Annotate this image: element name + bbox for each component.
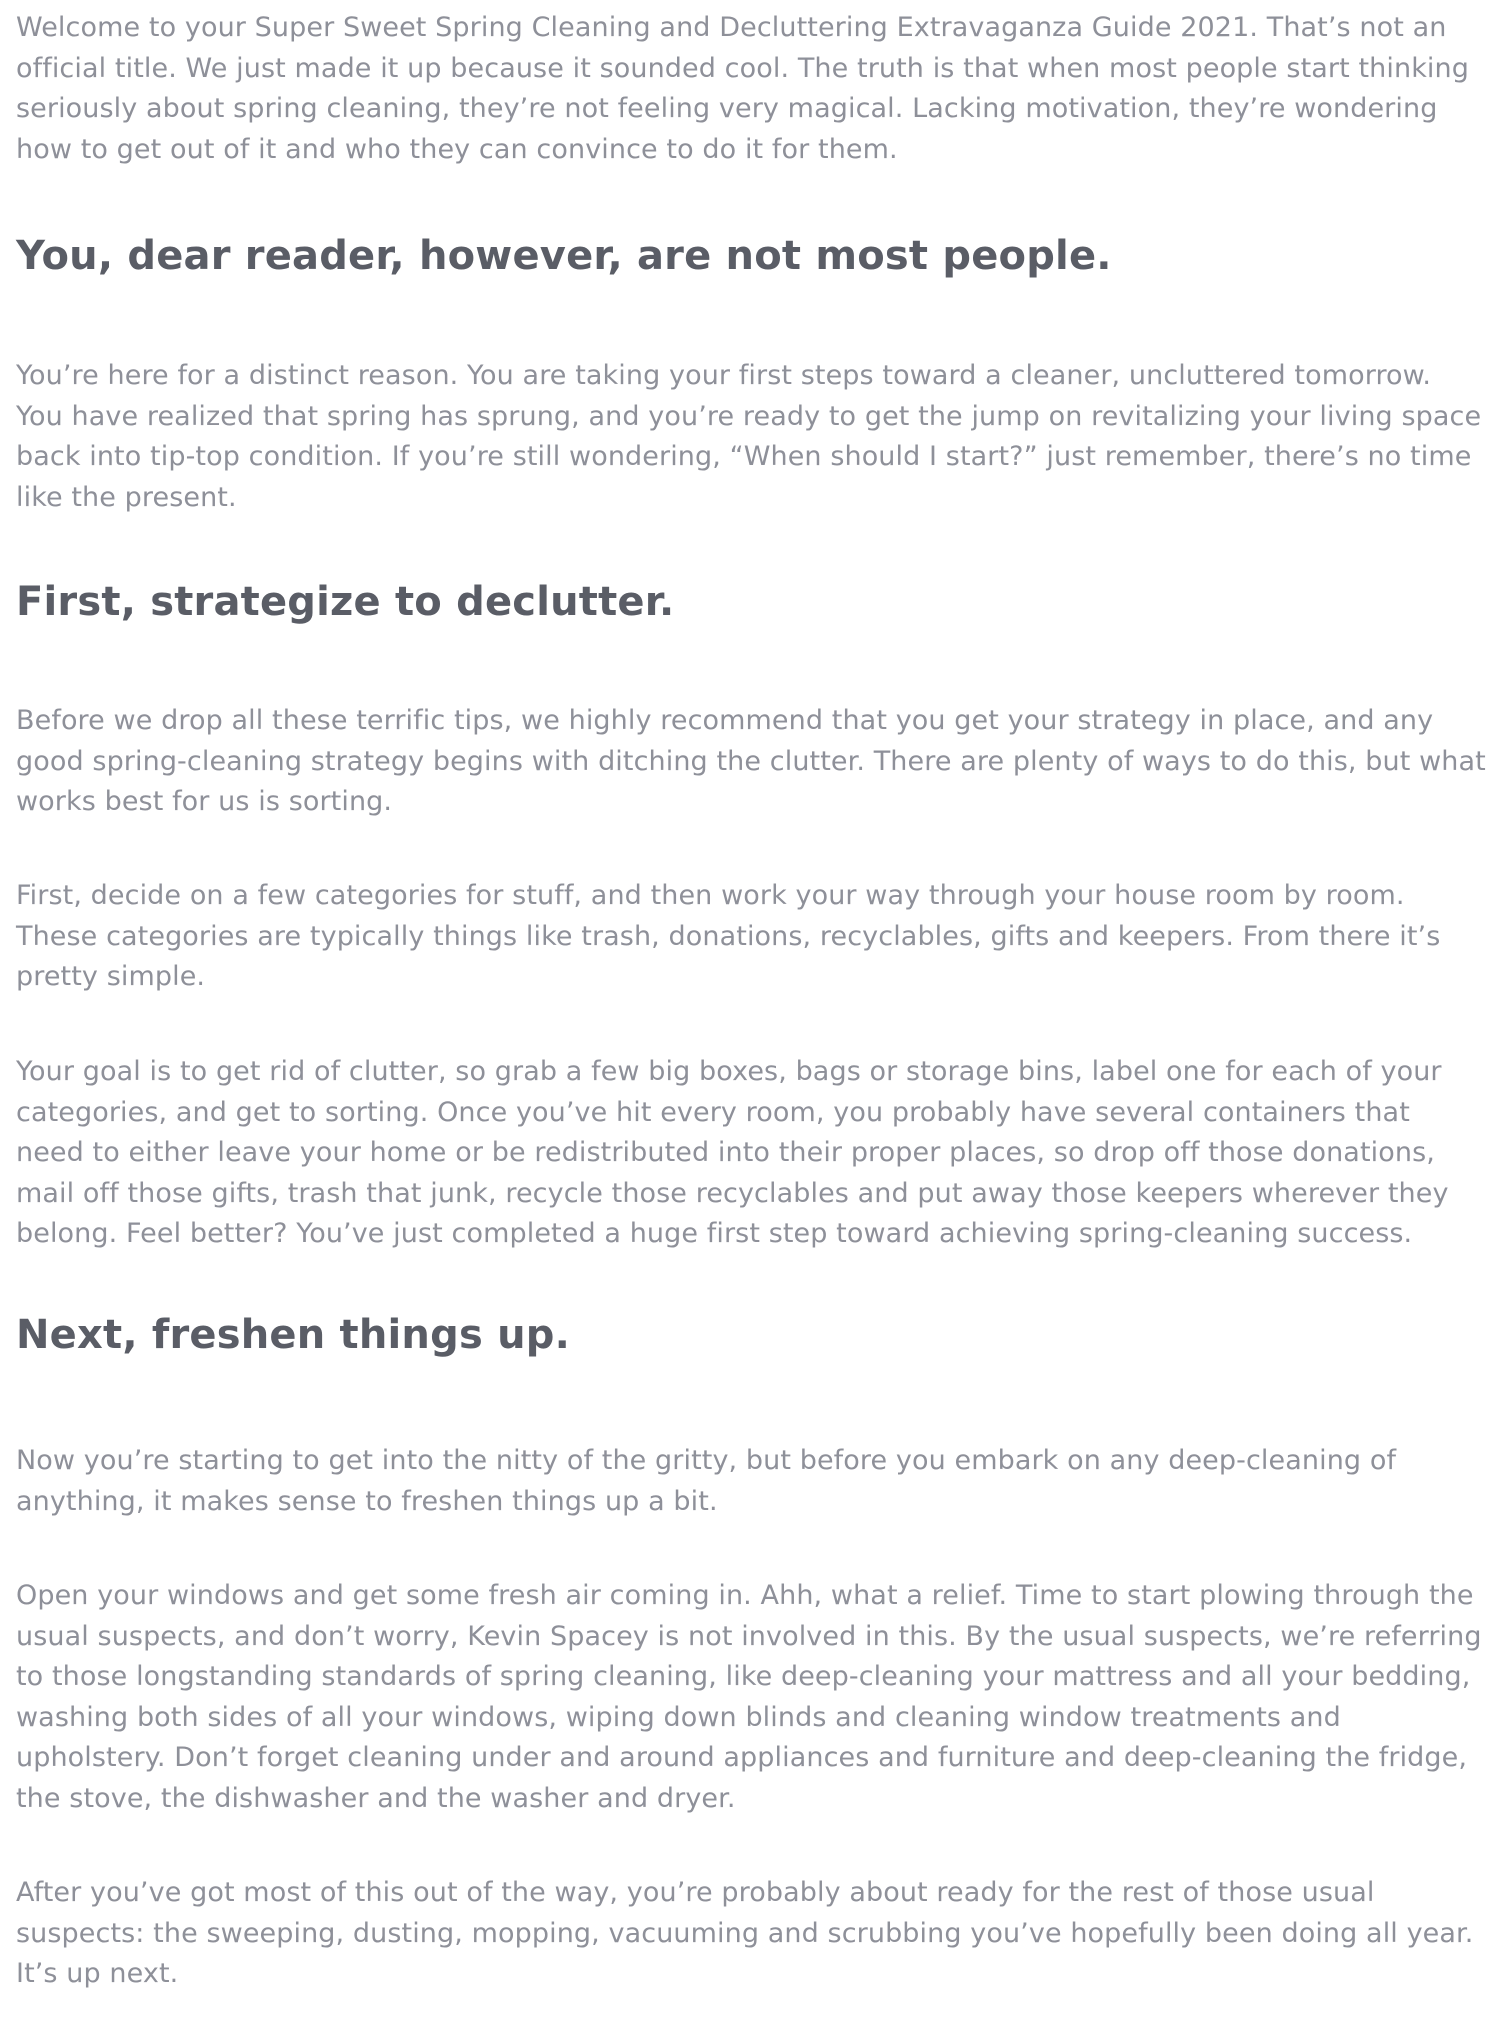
paragraph: Now you’re starting to get into the nitty of the gritty, but before you embark on any deep-cleaning of anything, it makes sense to freshen things up a bit. (16, 1445, 1397, 1517)
intro-paragraph: Welcome to your Super Sweet Spring Cleaning and Decluttering Extravaganza Guide 2021. That’s not an official title. We just made it up because it sounded cool. The truth is that when most people start thinking seriously about spring cleaning, they’re not feeling very magical. Lacking motivation, they’re wondering how to get out of it and who they can convince to do it for them. (16, 12, 1469, 165)
paragraph: Your goal is to get rid of clutter, so grab a few big boxes, bags or storage bins, label one for each of your categories, and get to sorting. Once you’ve hit every room, you probably have several containers that need to either leave your home or be redistributed into their proper places, so drop off those donations, mail off those gifts, trash that junk, recycle those recyclables and put away those keepers wherever they belong. Feel better? You’ve just completed a huge first step toward achieving spring-cleaning success. (16, 1056, 1449, 1249)
paragraph: First, decide on a few categories for stuff, and then work your way through your house room by room. These categories are typically things like trash, donations, recyclables, gifts and keepers. From there it’s pretty simple. (16, 880, 1441, 992)
paragraph: Before we drop all these terrific tips, we highly recommend that you get your strategy in place, and any good spring-cleaning strategy begins with ditching the clutter. There are plenty of ways to do this, but what works best for us is sorting. (16, 705, 1486, 817)
paragraph: You’re here for a distinct reason. You are taking your first steps toward a cleaner, uncluttered tomorrow. You have realized that spring has sprung, and you’re ready to get the jump on revitalizing your living space back into tip-top condition. If you’re still wondering, “When should I start?” just remember, there’s no time like the present. (16, 360, 1482, 513)
section-heading: First, strategize to declutter. (16, 579, 675, 625)
paragraph: Open your windows and get some fresh air coming in. Ahh, what a relief. Time to start plowing through the usual suspects, and don’t worry, Kevin Spacey is not involved in this. By the usual suspects, we’re referring to those longstanding standards of spring cleaning, like deep-cleaning your mattress and all your bedding, washing both sides of all your windows, wiping down blinds and cleaning window treatments and upholstery. Don’t forget cleaning under and around appliances and furniture and deep-cleaning the fridge, the stove, the dishwasher and the washer and dryer. (16, 1580, 1482, 1814)
section-heading: You, dear reader, however, are not most people. (16, 233, 1112, 279)
paragraph: After you’ve got most of this out of the way, you’re probably about ready for the rest of those usual suspects: the sweeping, dusting, mopping, vacuuming and scrubbing you’ve hopefully been doing all year. It’s up next. (16, 1877, 1474, 1989)
section-heading: Next, freshen things up. (16, 1312, 570, 1358)
